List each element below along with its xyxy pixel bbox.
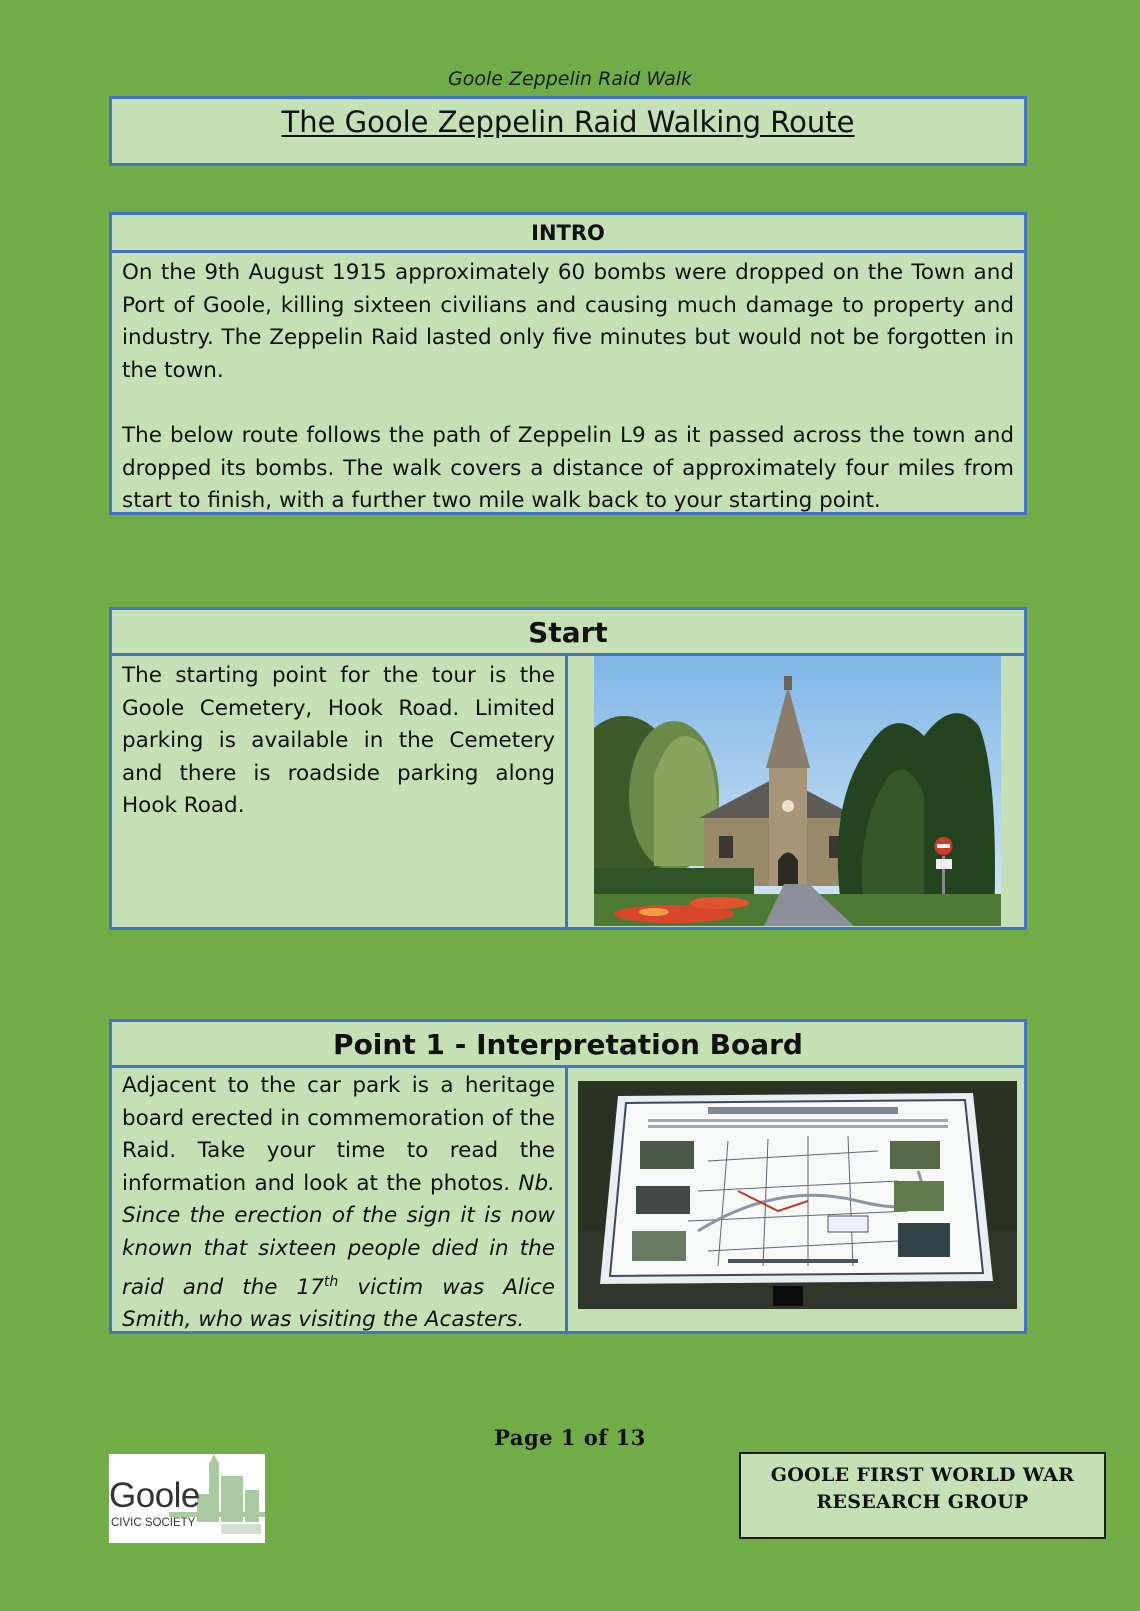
- point1-photo-cell: [568, 1068, 1024, 1331]
- point1-heading: Point 1 - Interpretation Board: [112, 1022, 1024, 1068]
- point1-text-plain: Adjacent to the car park is a heritage board erected in commemoration of the Raid. Take your time to read the information and look at the photos.: [122, 1073, 555, 1196]
- intro-paragraph-1: On the 9th August 1915 approximately 60 bombs were dropped on the Town and Port of Goole, killing sixteen civilians and causing much damage to property and industry. The Zeppelin Raid lasted only five minutes but would not be forgotten in the town.: [122, 260, 1014, 383]
- logo-subtitle: CIVIC SOCIETY: [111, 1517, 196, 1529]
- start-text-cell: [112, 656, 568, 927]
- start-section: [109, 607, 1027, 930]
- start-text: The starting point for the tour is the Goole Cemetery, Hook Road. Limited parking is available in the Cemetery and there is roadside parking along Hook Road.: [122, 663, 555, 819]
- point1-text-note-sup: th: [323, 1273, 339, 1290]
- start-photo-cell: [568, 656, 1024, 927]
- logo-word: Goole: [109, 1476, 200, 1515]
- intro-heading: INTRO: [112, 215, 1024, 253]
- goole-civic-society-logo: [109, 1454, 265, 1543]
- point1-text-cell: [112, 1068, 568, 1331]
- point1-section: [109, 1019, 1027, 1334]
- page-title: The Goole Zeppelin Raid Walking Route: [281, 105, 855, 139]
- point1-text-note-b: victim was Alice Smith, who was visiting the Acasters.: [122, 1274, 555, 1333]
- title-box: [109, 96, 1027, 166]
- point1-text-note-a: Nb. Since the erection of the sign it is now known that sixteen people died in the raid and the 17: [122, 1170, 555, 1300]
- research-group-box: [739, 1452, 1106, 1539]
- intro-paragraph-2: The below route follows the path of Zeppelin L9 as it passed across the town and dropped its bombs. The walk covers a distance of approximately four miles from start to finish, with a further two mile walk back to your starting point.: [122, 422, 1014, 514]
- start-heading: Start: [112, 610, 1024, 656]
- cemetery-photo: [594, 656, 1001, 926]
- group-name-line1: GOOLE FIRST WORLD WAR: [770, 1464, 1075, 1486]
- group-name-line2: RESEARCH GROUP: [816, 1491, 1029, 1513]
- page-number: Page 1 of 13: [494, 1425, 646, 1450]
- intro-section: [109, 212, 1027, 515]
- intro-body: [112, 253, 1024, 518]
- point1-text: [112, 1068, 565, 1337]
- running-title: Goole Zeppelin Raid Walk: [447, 68, 693, 90]
- interpretation-board-photo: [578, 1081, 1017, 1309]
